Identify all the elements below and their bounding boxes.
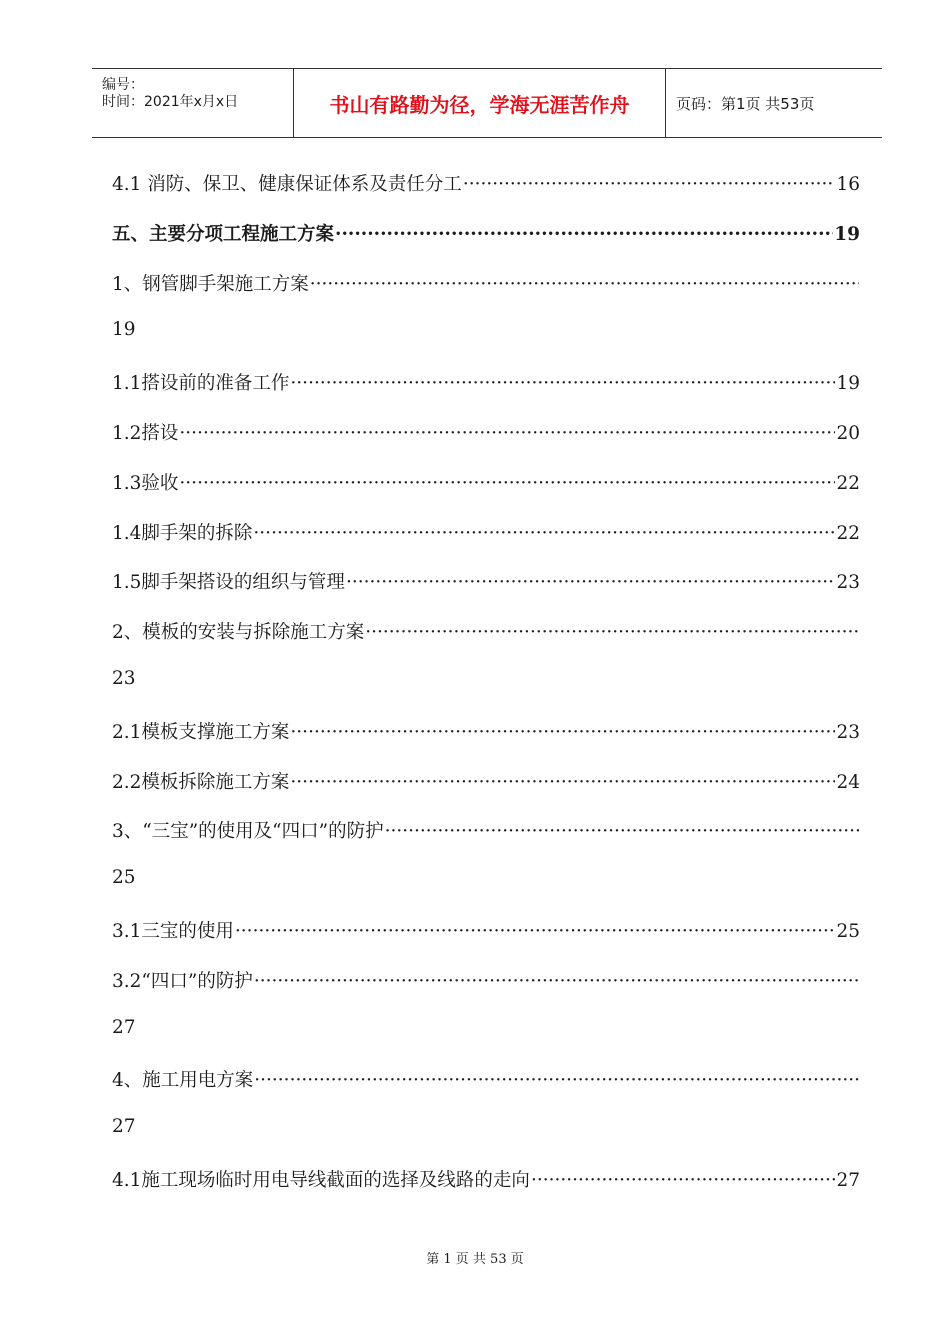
toc-entry[interactable]	[112, 469, 860, 499]
toc-leader-dots	[235, 921, 836, 942]
toc-entry-page: 19	[836, 373, 860, 395]
toc-entry-title: 五、主要分项工程施工方案	[112, 223, 335, 245]
toc-entry[interactable]	[112, 519, 860, 549]
toc-entry[interactable]	[112, 1066, 860, 1096]
toc-leader-dots	[463, 174, 836, 195]
toc-entry[interactable]	[112, 718, 860, 748]
toc-entry-title: 4.1 消防、保卫、健康保证体系及责任分工	[112, 174, 462, 195]
toc-entry[interactable]	[112, 170, 860, 200]
toc-entry-title: 3.1三宝的使用	[112, 921, 234, 942]
toc-entry[interactable]	[112, 768, 860, 798]
toc-entry[interactable]	[112, 817, 860, 847]
toc-entry-title: 3.2“四口”的防护	[112, 970, 253, 992]
toc-entry-page: 16	[836, 174, 860, 195]
toc-entry-page: 22	[836, 472, 860, 494]
toc-entry[interactable]	[112, 220, 860, 250]
toc-leader-dots	[290, 772, 835, 793]
toc-entry[interactable]	[112, 419, 860, 449]
toc-entry-title: 4、施工用电方案	[112, 1070, 254, 1092]
toc-entry-page: 23	[112, 668, 136, 689]
page-header	[92, 68, 882, 138]
toc-entry[interactable]	[112, 967, 860, 997]
number-label: 编号：	[102, 77, 144, 93]
toc-leader-dots	[290, 373, 835, 394]
toc-entry-page: 22	[836, 522, 860, 544]
toc-entry-title: 1.1搭设前的准备工作	[112, 373, 290, 395]
toc-entry-title: 2、模板的安装与拆除施工方案	[112, 622, 365, 644]
toc-entry-page: 25	[112, 867, 136, 889]
toc-leader-dots	[179, 423, 835, 444]
toc-leader-dots	[531, 1170, 836, 1191]
toc-leader-dots	[346, 572, 836, 593]
toc-entry-page: 23	[836, 721, 860, 743]
toc-entry-title: 4.1施工现场临时用电导线截面的选择及线路的走向	[112, 1170, 530, 1191]
page-footer: 第 1 页 共 53 页	[426, 1252, 524, 1267]
toc-entry-page: 27	[836, 1170, 860, 1191]
toc-entry[interactable]	[112, 270, 860, 300]
toc-entry[interactable]	[112, 369, 860, 399]
toc-leader-dots	[254, 1070, 859, 1091]
toc-leader-dots	[310, 274, 859, 295]
toc-leader-dots	[385, 821, 859, 842]
header-meta	[92, 69, 293, 137]
toc-leader-dots	[365, 622, 859, 643]
toc-entry-page: 23	[836, 572, 860, 594]
toc-leader-dots	[290, 722, 835, 743]
toc-leader-dots	[254, 971, 859, 992]
toc-entry-page: 19	[112, 319, 136, 341]
toc-entry[interactable]	[112, 1166, 860, 1196]
toc-leader-dots	[253, 523, 835, 544]
toc-entry-title: 1、钢管脚手架施工方案	[112, 273, 309, 295]
header-page-info: 页码：第1页 共53页	[676, 94, 815, 113]
toc-entry-title: 1.2搭设	[112, 423, 179, 444]
toc-entry-page: 25	[836, 921, 860, 942]
toc-entry-page: 24	[836, 771, 860, 793]
toc-entry-page: 20	[836, 423, 860, 444]
toc-leader-dots	[179, 473, 835, 494]
toc-entry[interactable]	[112, 568, 860, 598]
toc-entry[interactable]	[112, 618, 860, 648]
toc-leader-dots	[335, 224, 833, 245]
toc-entry[interactable]	[112, 917, 860, 947]
toc-entry-title: 2.2模板拆除施工方案	[112, 771, 290, 793]
toc-entry-page: 19	[834, 223, 860, 245]
toc-entry-title: 1.5脚手架搭设的组织与管理	[112, 572, 345, 594]
header-motto: 书山有路勤为径，学海无涯苦作舟	[293, 69, 666, 137]
toc-entry-title: 3、“三宝”的使用及“四口”的防护	[112, 821, 384, 843]
toc-entry-title: 1.3验收	[112, 472, 179, 494]
toc-entry-title: 2.1模板支撑施工方案	[112, 721, 290, 743]
toc-entry-page: 27	[112, 1016, 136, 1038]
time-label: 时间：2021年x月x日	[102, 94, 239, 110]
toc-entry-page: 27	[112, 1116, 136, 1138]
toc-entry-title: 1.4脚手架的拆除	[112, 522, 253, 544]
